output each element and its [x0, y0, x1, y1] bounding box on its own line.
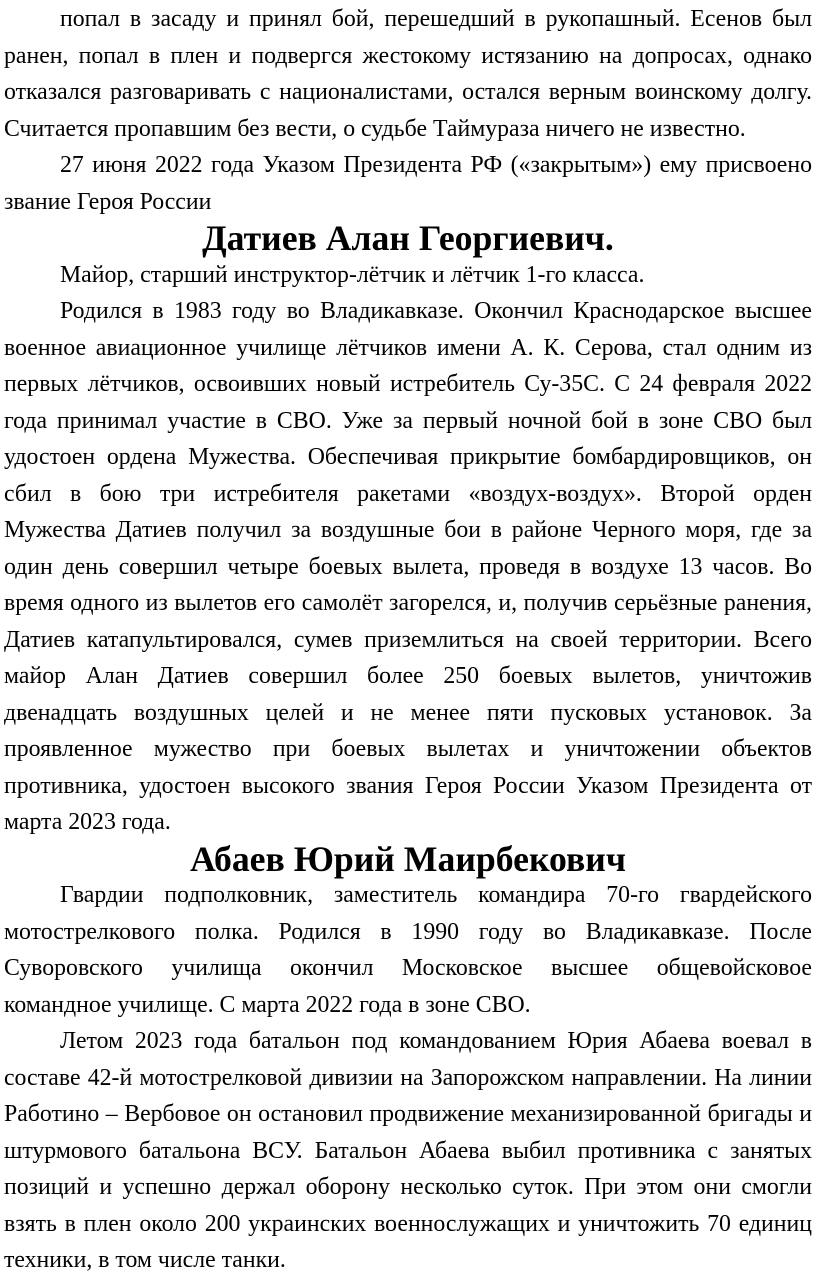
paragraph-datiev-biography: Родился в 1983 году во Владикавказе. Окончил Краснодарское высшее военное авиационное училище лётчиков имени А. К. Серова, стал одним из первых лётчиков, освоивших новый истребитель Су-35С. С 24 февраля 2022 года принимал участие в СВО. Уже за первый ночной бой в зоне СВО был удостоен ордена Мужества. Обеспечивая прикрытие бомбардировщиков, он сбил в бою три истребителя ракетами «воздух-воздух». Второй орден Мужества Датиев получил за воздушные бои в районе Черного моря, где за один день совершил четыре боевых вылета, проведя в воздухе 13 часов. Во время одного из вылетов его самолёт загорелся, и, получив серьёзные ранения, Датиев катапультировался, сумев приземлиться на своей территории. Всего майор Алан Датиев совершил более 250 боевых вылетов, уничтожив двенадцать воздушных целей и не менее пяти пусковых установок. За проявленное мужество при боевых вылетах и уничтожении объектов противника, удостоен высокого звания Героя России Указом Президента от марта 2023 года.	[4, 298, 812, 835]
heading-abaev: Абаев Юрий Маирбекович	[190, 838, 626, 879]
paragraph-abaev-rank: Гвардии подполковник, заместитель командира 70-го гвардейского мотострелкового полка. Родился в 1990 году во Владикавказе. После Суворовского училища окончил Московское высшее общевойсковое командное училище. С марта 2022 года в зоне СВО.	[4, 882, 812, 1018]
heading-datiev: Датиев Алан Георгиевич.	[202, 218, 614, 258]
paragraph-abaev-battle: Летом 2023 года батальон под командованием Юрия Абаева воевал в составе 42-й мотострелковой дивизии на Запорожском направлении. На линии Работино – Вербовое он остановил продвижение механизированной бригады и штурмового батальона ВСУ. Батальон Абаева выбил противника с занятых позиций и успешно держал оборону несколько суток. При этом они смогли взять в плен около 200 украинских военнослужащих и уничтожить 70 единиц техники, в том числе танки.	[4, 1028, 812, 1273]
paragraph-esenov-award: 27 июня 2022 года Указом Президента РФ («закрытым») ему присвоено звание Героя России	[4, 152, 812, 215]
paragraph-datiev-rank: Майор, старший инструктор-лётчик и лётчик 1-го класса.	[60, 261, 645, 288]
paragraph-esenov-captivity: попал в засаду и принял бой, перешедший в рукопашный. Есенов был ранен, попал в плен и подвергся жестокому истязанию на допросах, однако отказался разговаривать с националистами, остался верным воинскому долгу. Считается пропавшим без вести, о судьбе Таймураза ничего не известно.	[4, 6, 812, 142]
